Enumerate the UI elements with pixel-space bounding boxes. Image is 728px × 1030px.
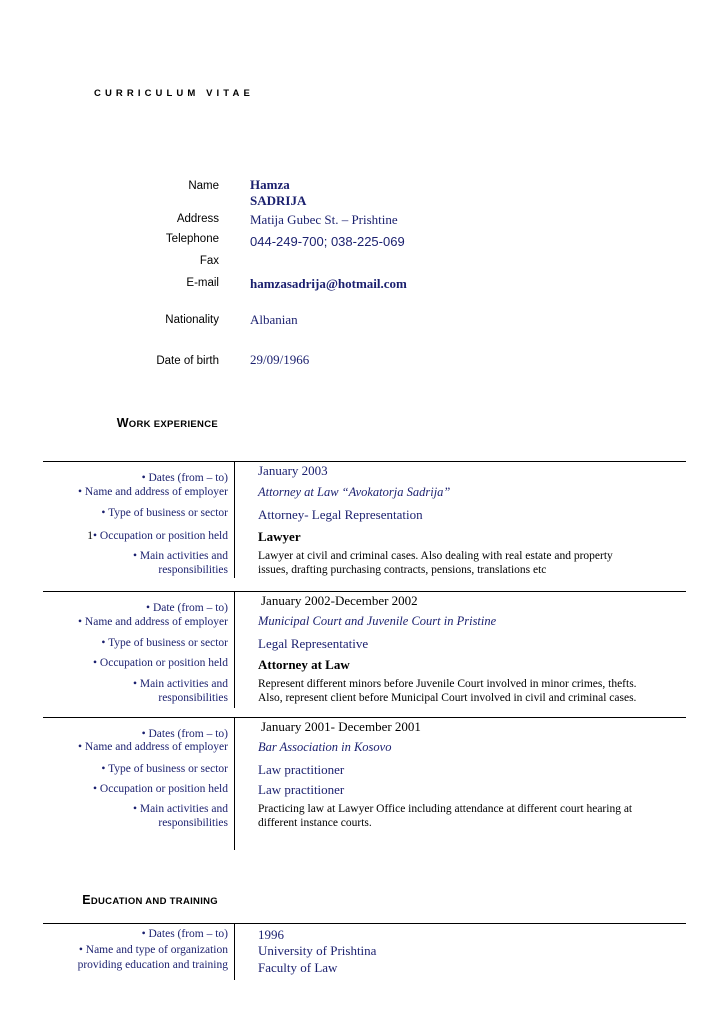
activities-line-2: issues, drafting purchasing contracts, pensions, translations etc <box>258 564 547 576</box>
dates-label: • Dates (from – to) <box>141 472 228 484</box>
activities-label: • Main activities and <box>132 550 228 562</box>
business-label: • Type of business or sector <box>101 763 228 775</box>
activities-line-1: Lawyer at civil and criminal cases. Also dealing with real estate and property <box>258 550 613 562</box>
business-value: Legal Representative <box>258 636 369 651</box>
organization-label-2: providing education and training <box>77 959 228 971</box>
email-label: E-mail <box>186 277 219 289</box>
activities-label: • Main activities and <box>132 678 228 690</box>
position-label: • Occupation or position held <box>93 783 228 795</box>
name-first: Hamza <box>250 177 290 192</box>
entry-divider <box>43 461 686 462</box>
activities-line-1: Practicing law at Lawyer Office including attendance at different court hearing at <box>258 803 633 815</box>
business-label: • Type of business or sector <box>101 637 228 649</box>
activities-line-2: different instance courts. <box>258 817 372 829</box>
activities-line-1: Represent different minors before Juvenile Court involved in minor crimes, thefts. <box>258 678 637 690</box>
nationality-label: Nationality <box>165 314 219 326</box>
dob-value: 29/09/1966 <box>250 352 310 367</box>
name-last: SADRIJA <box>250 193 307 208</box>
activities-line-2: Also, represent client before Municipal Court involved in civil and criminal cases. <box>258 692 637 704</box>
faculty-value: Faculty of Law <box>258 960 338 975</box>
position-label: 1• Occupation or position held <box>87 530 228 542</box>
position-value: Law practitioner <box>258 782 345 797</box>
dates-value: January 2003 <box>258 463 328 478</box>
activities-label: • Main activities and <box>132 803 228 815</box>
employer-label: • Name and address of employer <box>78 486 228 498</box>
university-value: University of Prishtina <box>258 943 377 958</box>
address-label: Address <box>176 213 219 225</box>
name-label: Name <box>188 180 219 192</box>
employer-label: • Name and address of employer <box>78 616 228 628</box>
telephone-value: 044-249-700; 038-225-069 <box>250 234 405 249</box>
work-experience-heading: WORK EXPERIENCE <box>116 416 218 430</box>
business-value: Law practitioner <box>258 762 345 777</box>
fax-label: Fax <box>199 255 219 267</box>
dob-label: Date of birth <box>156 355 219 367</box>
responsibilities-label: responsibilities <box>158 817 228 829</box>
entry-divider <box>43 717 686 718</box>
dates-value: January 2002-December 2002 <box>261 593 418 608</box>
entry-divider <box>43 923 686 924</box>
address-value: Matija Gubec St. – Prishtine <box>250 212 398 227</box>
responsibilities-label: responsibilities <box>158 564 228 576</box>
employer-value: Bar Association in Kosovo <box>258 740 392 754</box>
employer-value: Attorney at Law “Avokatorja Sadrija” <box>258 485 451 499</box>
position-label: • Occupation or position held <box>93 657 228 669</box>
dates-label: • Dates (from – to) <box>141 728 228 740</box>
education-dates-value: 1996 <box>258 927 284 942</box>
telephone-label: Telephone <box>165 233 219 245</box>
education-heading: EDUCATION AND TRAINING <box>82 893 218 907</box>
column-divider <box>234 592 235 708</box>
position-value: Lawyer <box>258 529 301 544</box>
dates-value: January 2001- December 2001 <box>261 719 421 734</box>
organization-label: • Name and type of organization <box>78 944 228 956</box>
column-divider <box>234 718 235 850</box>
email-value: hamzasadrija@hotmail.com <box>250 276 407 291</box>
business-label: • Type of business or sector <box>101 507 228 519</box>
responsibilities-label: responsibilities <box>158 692 228 704</box>
nationality-value: Albanian <box>250 312 298 327</box>
column-divider <box>234 924 235 980</box>
column-divider <box>234 462 235 578</box>
business-value: Attorney- Legal Representation <box>258 507 423 522</box>
employer-label: • Name and address of employer <box>78 741 228 753</box>
position-value: Attorney at Law <box>258 657 350 672</box>
cv-title: CURRICULUM VITAE <box>94 88 254 99</box>
dates-label: • Date (from – to) <box>146 602 228 614</box>
dates-label: • Dates (from – to) <box>141 928 228 940</box>
employer-value: Municipal Court and Juvenile Court in Pristine <box>258 614 497 628</box>
entry-divider <box>43 591 686 592</box>
